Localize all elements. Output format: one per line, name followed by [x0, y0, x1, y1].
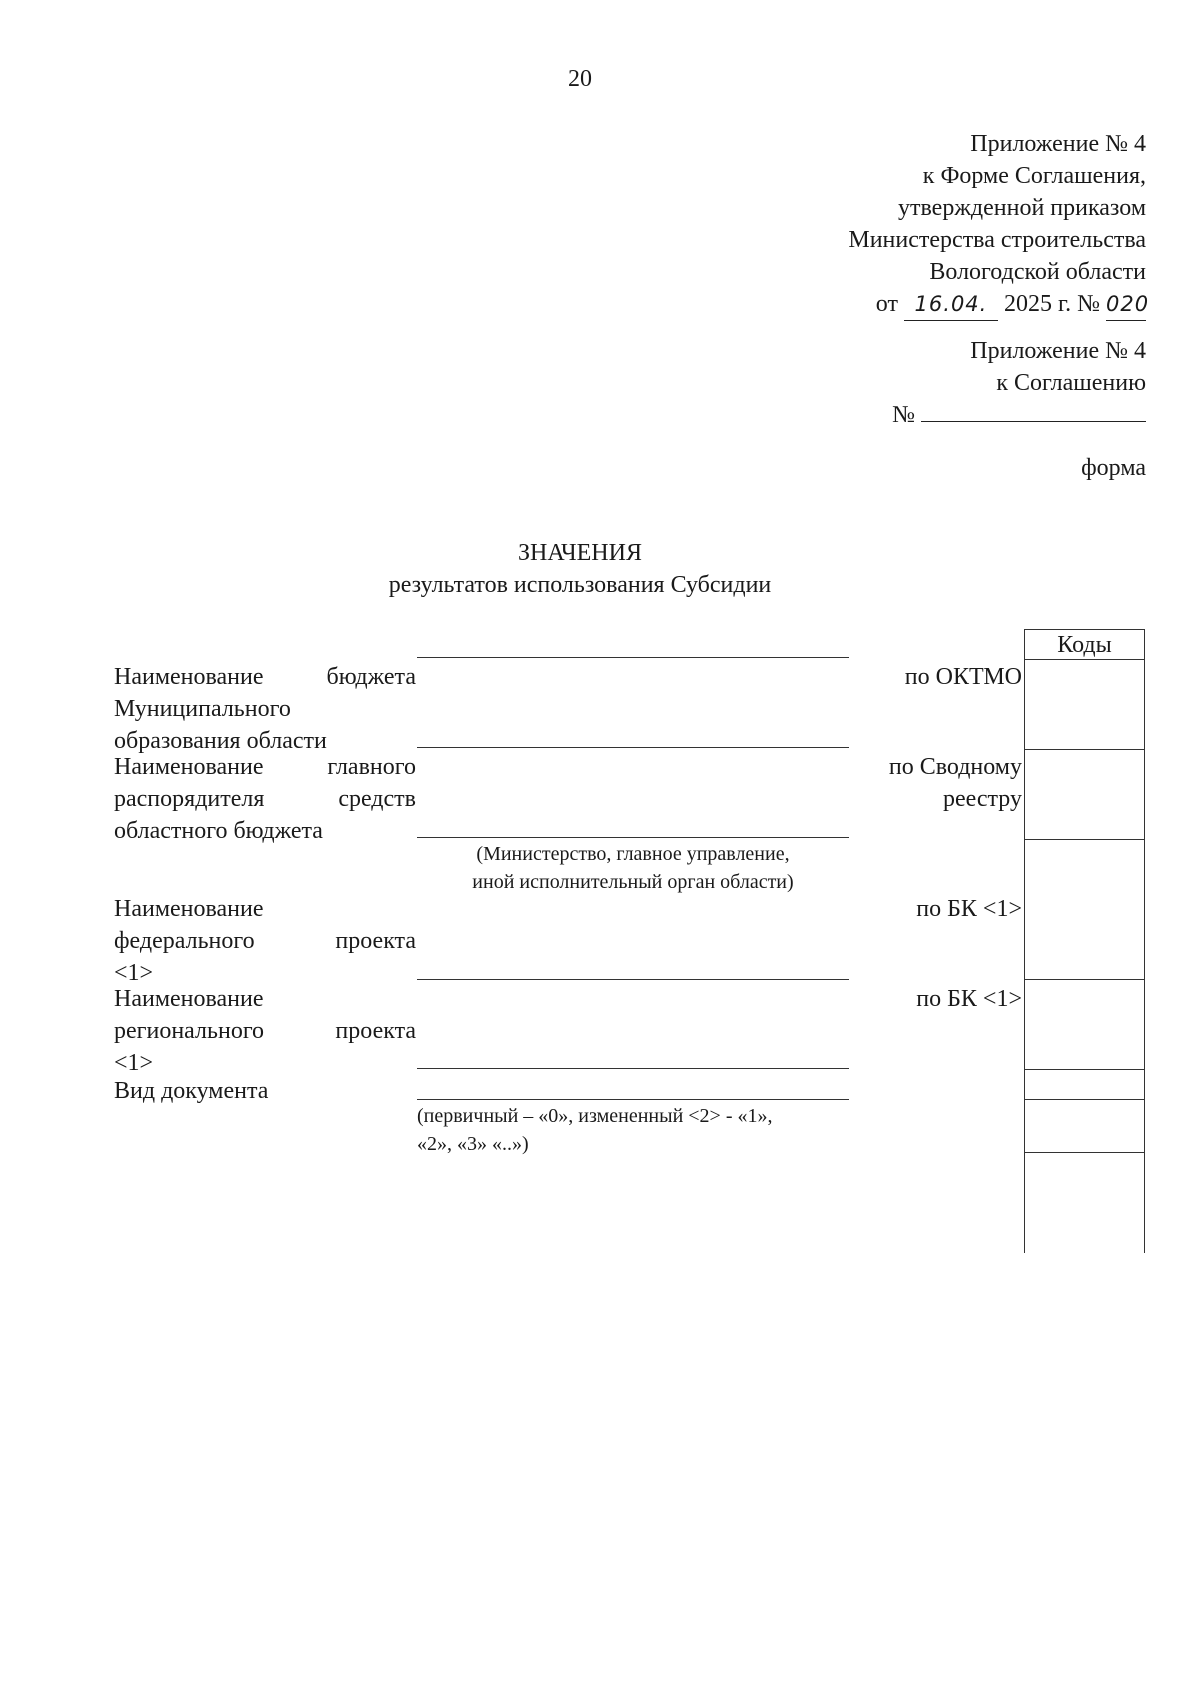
document-title: ЗНАЧЕНИЯ	[518, 540, 642, 566]
oktmo-code-label: по ОКТМО	[904, 664, 1022, 690]
fill-line	[417, 837, 849, 838]
appendix-line: Министерства строительства	[848, 227, 1146, 253]
page-number: 20	[568, 66, 592, 92]
codes-table-border	[1024, 1099, 1145, 1100]
federal-project-label: Наименование федерального проекта <1>	[114, 896, 416, 986]
appendix-line: к Форме Соглашения,	[922, 163, 1146, 189]
codes-table-border	[1024, 749, 1145, 750]
codes-table-border	[1024, 629, 1025, 1253]
handwritten-number: 020	[1106, 288, 1146, 321]
budget-name-label: Наименование бюджета Муниципального образования области	[114, 664, 416, 754]
document-type-note: (первичный – «0», измененный <2> - «1», «2», «3» «..»)	[417, 1105, 773, 1155]
codes-table-border	[1024, 1152, 1145, 1153]
agreement-number-blank	[921, 399, 1146, 422]
bk-code-label: по БК <1>	[916, 896, 1022, 922]
bk-code-label: по БК <1>	[916, 986, 1022, 1012]
codes-table-border	[1024, 659, 1145, 660]
order-date-line	[848, 288, 1150, 321]
document-type-label: Вид документа	[114, 1078, 269, 1104]
codes-header: Коды	[1057, 632, 1112, 658]
codes-table-border	[1024, 839, 1145, 840]
appendix-header-agreement	[892, 335, 1146, 431]
appendix-header-form	[848, 128, 1150, 321]
appendix-line: к Соглашению	[996, 370, 1146, 396]
appendix-line: Приложение № 4	[970, 131, 1146, 157]
document-subtitle: результатов использования Субсидии	[388, 572, 772, 598]
form-label: форма	[1081, 455, 1146, 481]
appendix-line: Вологодской области	[929, 259, 1146, 285]
fill-line	[417, 1099, 849, 1100]
handwritten-date: 16.04.	[904, 288, 998, 321]
codes-table-border	[1144, 629, 1145, 1253]
year-text: 2025 г. №	[1003, 291, 1100, 317]
codes-table-border	[1024, 629, 1145, 630]
fill-line	[417, 979, 849, 980]
codes-table-border	[1024, 979, 1145, 980]
fill-line	[417, 1068, 849, 1069]
fill-line	[417, 747, 849, 748]
codes-table-border	[1024, 1069, 1145, 1070]
agreement-number-line	[892, 399, 1146, 431]
manager-note: (Министерство, главное управление, иной исполнительный орган области)	[472, 843, 794, 893]
regional-project-label: Наименование регионального проекта <1>	[114, 986, 416, 1076]
appendix-line: Приложение № 4	[970, 338, 1146, 364]
number-label: №	[892, 402, 915, 428]
manager-name-label: Наименование главного распорядителя средств областного бюджета	[114, 754, 416, 844]
appendix-line: утвержденной приказом	[897, 195, 1146, 221]
consolidated-registry-label: по Сводному реестру	[888, 754, 1022, 812]
date-prefix: от	[875, 291, 898, 317]
fill-line	[417, 657, 849, 658]
